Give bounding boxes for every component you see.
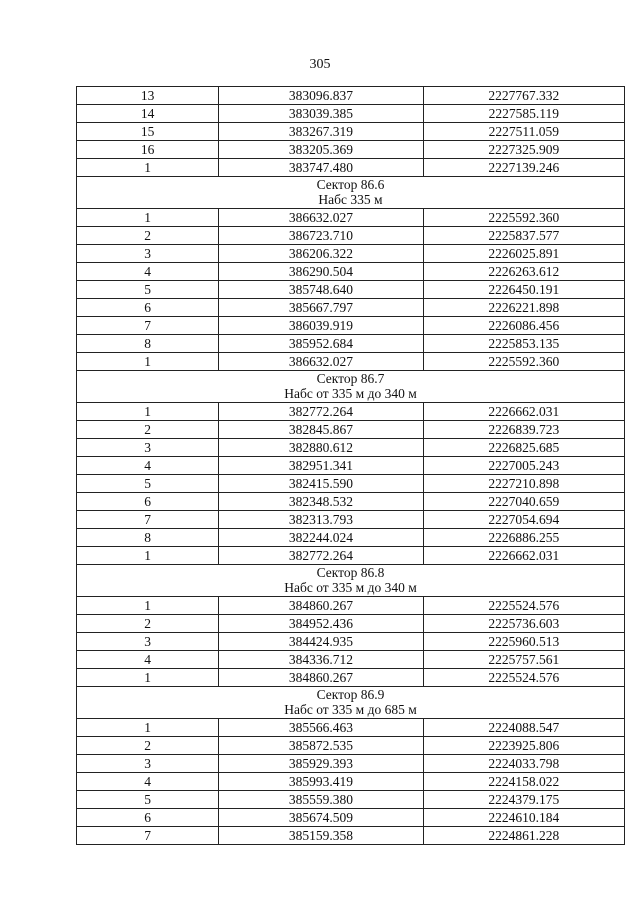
point-number-cell: 5 <box>77 475 219 493</box>
x-coordinate-cell: 385993.419 <box>219 773 423 791</box>
point-number-cell: 2 <box>77 227 219 245</box>
y-coordinate-cell: 2227325.909 <box>423 141 624 159</box>
sector-header-row <box>77 371 625 403</box>
y-coordinate-cell: 2227139.246 <box>423 159 624 177</box>
y-coordinate-cell: 2226221.898 <box>423 299 624 317</box>
table-row <box>77 809 625 827</box>
table-row <box>77 755 625 773</box>
x-coordinate-cell: 384336.712 <box>219 651 423 669</box>
x-coordinate-cell: 382951.341 <box>219 457 423 475</box>
point-number-cell: 3 <box>77 633 219 651</box>
point-number-cell: 2 <box>77 421 219 439</box>
table-row <box>77 511 625 529</box>
point-number-cell: 7 <box>77 511 219 529</box>
point-number-cell: 8 <box>77 529 219 547</box>
sector-header-row <box>77 687 625 719</box>
x-coordinate-cell: 382772.264 <box>219 547 423 565</box>
point-number-cell: 16 <box>77 141 219 159</box>
table-row <box>77 227 625 245</box>
point-number-cell: 1 <box>77 209 219 227</box>
table-row <box>77 493 625 511</box>
y-coordinate-cell: 2225757.561 <box>423 651 624 669</box>
x-coordinate-cell: 383747.480 <box>219 159 423 177</box>
y-coordinate-cell: 2226025.891 <box>423 245 624 263</box>
table-row <box>77 141 625 159</box>
table-row <box>77 159 625 177</box>
table-row <box>77 335 625 353</box>
point-number-cell: 8 <box>77 335 219 353</box>
table-row <box>77 719 625 737</box>
point-number-cell: 1 <box>77 403 219 421</box>
table-row <box>77 403 625 421</box>
point-number-cell: 2 <box>77 615 219 633</box>
x-coordinate-cell: 385667.797 <box>219 299 423 317</box>
coordinates-table <box>76 86 625 845</box>
x-coordinate-cell: 382880.612 <box>219 439 423 457</box>
point-number-cell: 7 <box>77 827 219 845</box>
table-row <box>77 353 625 371</box>
x-coordinate-cell: 383267.319 <box>219 123 423 141</box>
table-row <box>77 299 625 317</box>
sector-title: Сектор 86.6 <box>316 177 385 192</box>
y-coordinate-cell: 2226662.031 <box>423 403 624 421</box>
table-row <box>77 597 625 615</box>
table-row <box>77 633 625 651</box>
table-row <box>77 791 625 809</box>
x-coordinate-cell: 385929.393 <box>219 755 423 773</box>
table-row <box>77 669 625 687</box>
point-number-cell: 2 <box>77 737 219 755</box>
point-number-cell: 1 <box>77 669 219 687</box>
x-coordinate-cell: 382845.867 <box>219 421 423 439</box>
table-row <box>77 773 625 791</box>
x-coordinate-cell: 386039.919 <box>219 317 423 335</box>
x-coordinate-cell: 386290.504 <box>219 263 423 281</box>
y-coordinate-cell: 2224610.184 <box>423 809 624 827</box>
point-number-cell: 5 <box>77 791 219 809</box>
y-coordinate-cell: 2224158.022 <box>423 773 624 791</box>
y-coordinate-cell: 2226886.255 <box>423 529 624 547</box>
x-coordinate-cell: 383096.837 <box>219 87 423 105</box>
point-number-cell: 1 <box>77 719 219 737</box>
y-coordinate-cell: 2225853.135 <box>423 335 624 353</box>
x-coordinate-cell: 383039.385 <box>219 105 423 123</box>
y-coordinate-cell: 2225736.603 <box>423 615 624 633</box>
y-coordinate-cell: 2225837.577 <box>423 227 624 245</box>
table-row <box>77 457 625 475</box>
point-number-cell: 6 <box>77 809 219 827</box>
y-coordinate-cell: 2224033.798 <box>423 755 624 773</box>
table-row <box>77 123 625 141</box>
x-coordinate-cell: 386723.710 <box>219 227 423 245</box>
point-number-cell: 1 <box>77 159 219 177</box>
point-number-cell: 6 <box>77 299 219 317</box>
y-coordinate-cell: 2225960.513 <box>423 633 624 651</box>
y-coordinate-cell: 2225524.576 <box>423 669 624 687</box>
x-coordinate-cell: 385559.380 <box>219 791 423 809</box>
y-coordinate-cell: 2226662.031 <box>423 547 624 565</box>
table-row <box>77 263 625 281</box>
x-coordinate-cell: 384952.436 <box>219 615 423 633</box>
y-coordinate-cell: 2226839.723 <box>423 421 624 439</box>
point-number-cell: 7 <box>77 317 219 335</box>
table-row <box>77 651 625 669</box>
sector-title: Сектор 86.7 <box>316 371 385 386</box>
y-coordinate-cell: 2227210.898 <box>423 475 624 493</box>
y-coordinate-cell: 2226086.456 <box>423 317 624 335</box>
x-coordinate-cell: 384424.935 <box>219 633 423 651</box>
table-row <box>77 827 625 845</box>
table-row <box>77 421 625 439</box>
x-coordinate-cell: 382348.532 <box>219 493 423 511</box>
table-row <box>77 615 625 633</box>
page-number: 305 <box>309 57 331 72</box>
sector-header-row <box>77 565 625 597</box>
sector-header-row <box>77 177 625 209</box>
sector-header-cell <box>77 371 625 403</box>
x-coordinate-cell: 386632.027 <box>219 353 423 371</box>
table-row <box>77 87 625 105</box>
y-coordinate-cell: 2224861.228 <box>423 827 624 845</box>
point-number-cell: 13 <box>77 87 219 105</box>
point-number-cell: 1 <box>77 597 219 615</box>
point-number-cell: 15 <box>77 123 219 141</box>
y-coordinate-cell: 2226263.612 <box>423 263 624 281</box>
x-coordinate-cell: 382313.793 <box>219 511 423 529</box>
point-number-cell: 4 <box>77 457 219 475</box>
sector-height: Набс от 335 м до 340 м <box>284 386 417 401</box>
x-coordinate-cell: 384860.267 <box>219 597 423 615</box>
table-row <box>77 105 625 123</box>
x-coordinate-cell: 385952.684 <box>219 335 423 353</box>
table-row <box>77 547 625 565</box>
y-coordinate-cell: 2224088.547 <box>423 719 624 737</box>
y-coordinate-cell: 2227005.243 <box>423 457 624 475</box>
table-row <box>77 281 625 299</box>
y-coordinate-cell: 2227585.119 <box>423 105 624 123</box>
y-coordinate-cell: 2227054.694 <box>423 511 624 529</box>
point-number-cell: 4 <box>77 651 219 669</box>
x-coordinate-cell: 385748.640 <box>219 281 423 299</box>
y-coordinate-cell: 2226450.191 <box>423 281 624 299</box>
table-row <box>77 317 625 335</box>
point-number-cell: 3 <box>77 755 219 773</box>
x-coordinate-cell: 385566.463 <box>219 719 423 737</box>
point-number-cell: 1 <box>77 353 219 371</box>
table-row <box>77 439 625 457</box>
point-number-cell: 1 <box>77 547 219 565</box>
y-coordinate-cell: 2223925.806 <box>423 737 624 755</box>
point-number-cell: 4 <box>77 263 219 281</box>
x-coordinate-cell: 385674.509 <box>219 809 423 827</box>
x-coordinate-cell: 385159.358 <box>219 827 423 845</box>
sector-title: Сектор 86.9 <box>316 687 385 702</box>
point-number-cell: 3 <box>77 245 219 263</box>
x-coordinate-cell: 382415.590 <box>219 475 423 493</box>
sector-height: Набс 335 м <box>318 192 383 207</box>
y-coordinate-cell: 2225524.576 <box>423 597 624 615</box>
x-coordinate-cell: 386206.322 <box>219 245 423 263</box>
point-number-cell: 5 <box>77 281 219 299</box>
x-coordinate-cell: 382244.024 <box>219 529 423 547</box>
table-row <box>77 245 625 263</box>
x-coordinate-cell: 382772.264 <box>219 403 423 421</box>
sector-header-cell <box>77 687 625 719</box>
y-coordinate-cell: 2227511.059 <box>423 123 624 141</box>
sector-height: Набс от 335 м до 340 м <box>284 580 417 595</box>
sector-height: Набс от 335 м до 685 м <box>284 702 417 717</box>
point-number-cell: 6 <box>77 493 219 511</box>
x-coordinate-cell: 384860.267 <box>219 669 423 687</box>
y-coordinate-cell: 2227767.332 <box>423 87 624 105</box>
y-coordinate-cell: 2225592.360 <box>423 353 624 371</box>
point-number-cell: 4 <box>77 773 219 791</box>
coordinates-table-body <box>77 87 625 845</box>
table-row <box>77 475 625 493</box>
x-coordinate-cell: 383205.369 <box>219 141 423 159</box>
table-row <box>77 737 625 755</box>
y-coordinate-cell: 2224379.175 <box>423 791 624 809</box>
y-coordinate-cell: 2225592.360 <box>423 209 624 227</box>
y-coordinate-cell: 2227040.659 <box>423 493 624 511</box>
sector-header-cell <box>77 565 625 597</box>
point-number-cell: 14 <box>77 105 219 123</box>
table-row <box>77 209 625 227</box>
table-row <box>77 529 625 547</box>
x-coordinate-cell: 385872.535 <box>219 737 423 755</box>
sector-header-cell <box>77 177 625 209</box>
point-number-cell: 3 <box>77 439 219 457</box>
sector-title: Сектор 86.8 <box>316 565 385 580</box>
y-coordinate-cell: 2226825.685 <box>423 439 624 457</box>
x-coordinate-cell: 386632.027 <box>219 209 423 227</box>
